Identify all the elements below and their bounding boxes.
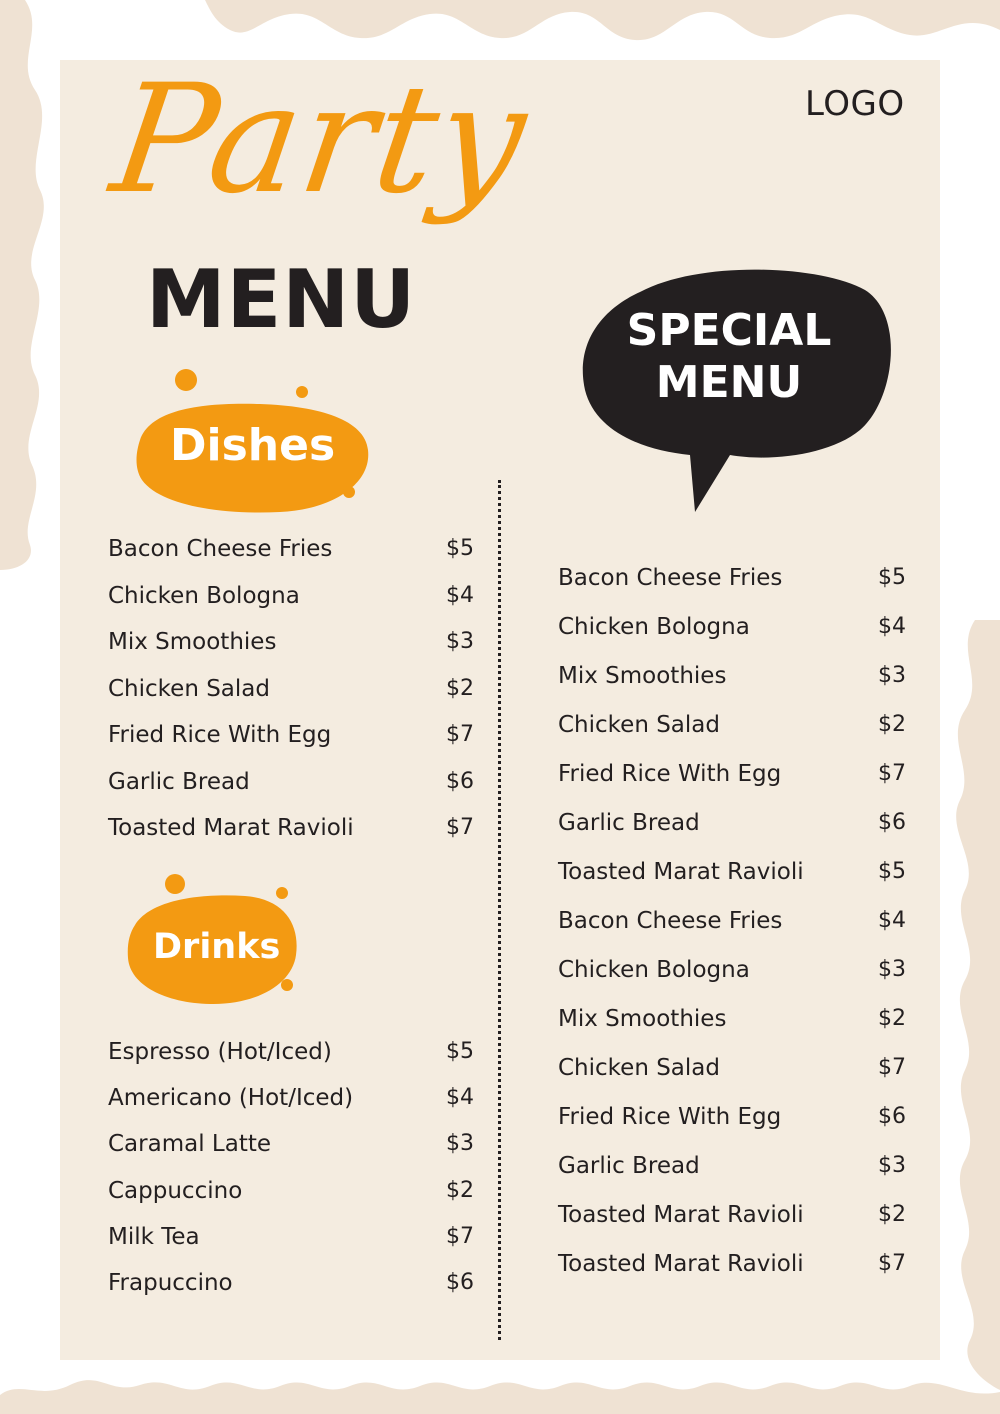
menu-item-name: Garlic Bread	[108, 768, 250, 795]
blob-dot	[165, 874, 185, 894]
menu-item-name: Toasted Marat Ravioli	[558, 859, 804, 885]
blob-dot	[281, 979, 293, 991]
menu-item-price: $4	[878, 908, 906, 933]
special-line-1: SPECIAL	[626, 305, 832, 356]
menu-item-price: $6	[446, 1270, 474, 1295]
menu-item-name: Caramal Latte	[108, 1131, 271, 1158]
menu-item-price: $6	[878, 810, 906, 835]
menu-item-name: Cappuccino	[108, 1177, 243, 1204]
menu-item-name: Chicken Bologna	[108, 582, 300, 609]
menu-item-price: $2	[446, 1177, 474, 1203]
logo-text: LOGO	[805, 84, 905, 124]
drinks-section-label: Drinks	[153, 927, 281, 967]
menu-item-price: $7	[446, 722, 474, 747]
menu-item-price: $2	[878, 1006, 906, 1031]
menu-item-name: Toasted Marat Ravioli	[558, 1251, 804, 1277]
menu-item-name: Fried Rice With Egg	[558, 761, 782, 787]
menu-item-name: Garlic Bread	[558, 1153, 700, 1179]
menu-item-price: $2	[446, 675, 474, 701]
menu-item-name: Bacon Cheese Fries	[558, 908, 783, 934]
menu-item-price: $5	[446, 536, 474, 561]
menu-item-name: Fried Rice With Egg	[558, 1104, 782, 1130]
menu-item-name: Chicken Bologna	[558, 614, 750, 640]
menu-item-name: Espresso (Hot/Iced)	[108, 1039, 332, 1065]
column-divider	[498, 480, 501, 1340]
menu-item-price: $7	[446, 815, 474, 840]
menu-item-price: $2	[878, 1202, 906, 1227]
menu-item-name: Milk Tea	[108, 1223, 200, 1250]
menu-item-price: $7	[878, 761, 906, 786]
menu-item-name: Mix Smoothies	[558, 1006, 727, 1032]
menu-item-name: Bacon Cheese Fries	[108, 536, 333, 562]
menu-item-price: $6	[446, 768, 474, 794]
menu-item-name: Americano (Hot/Iced)	[108, 1085, 354, 1112]
dishes-section-label: Dishes	[170, 420, 336, 471]
menu-item-price: $4	[446, 1085, 474, 1111]
special-line-2: MENU	[655, 357, 803, 408]
blob-dot	[343, 486, 355, 498]
menu-item-price: $7	[878, 1251, 906, 1276]
menu-item-name: Garlic Bread	[558, 810, 700, 836]
menu-item-price: $5	[446, 1039, 474, 1064]
menu-item-price: $5	[878, 565, 906, 590]
blob-dot	[276, 887, 288, 899]
menu-item-price: $5	[878, 859, 906, 884]
party-script-title: Party	[102, 53, 538, 227]
menu-item-name: Frapuccino	[108, 1270, 233, 1296]
menu-item-price: $3	[878, 1153, 906, 1178]
blob-dot	[175, 369, 197, 391]
menu-item-price: $3	[446, 1131, 474, 1157]
menu-item-name: Toasted Marat Ravioli	[108, 815, 354, 841]
menu-item-price: $3	[878, 663, 906, 688]
menu-item-price: $3	[878, 957, 906, 982]
menu-item-price: $4	[878, 614, 906, 639]
menu-item-name: Bacon Cheese Fries	[558, 565, 783, 591]
blob-dot	[296, 386, 308, 398]
menu-item-price: $4	[446, 582, 474, 608]
menu-item-price: $7	[878, 1055, 906, 1080]
menu-item-name: Mix Smoothies	[558, 663, 727, 689]
special-menu-heading	[590, 305, 868, 409]
menu-item-price: $2	[878, 712, 906, 737]
menu-item-name: Chicken Salad	[108, 675, 270, 702]
menu-item-price: $7	[446, 1223, 474, 1249]
menu-item-name: Mix Smoothies	[108, 629, 277, 655]
menu-item-name: Chicken Salad	[558, 1055, 720, 1081]
menu-item-name: Chicken Bologna	[558, 957, 750, 983]
menu-item-price: $6	[878, 1104, 906, 1129]
menu-title: MENU	[146, 253, 417, 346]
menu-item-price: $3	[446, 629, 474, 654]
menu-item-name: Toasted Marat Ravioli	[558, 1202, 804, 1228]
menu-item-name: Fried Rice With Egg	[108, 722, 332, 748]
menu-item-name: Chicken Salad	[558, 712, 720, 738]
